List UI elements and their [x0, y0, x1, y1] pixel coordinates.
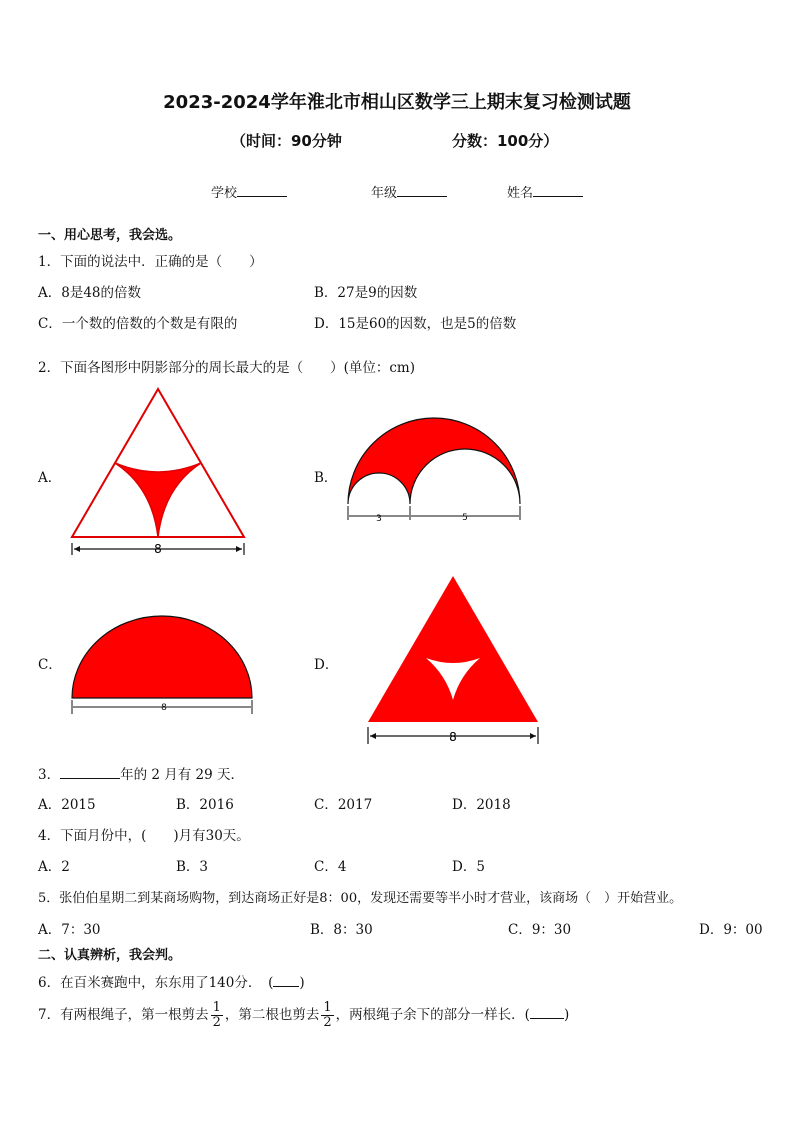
q2-option-b[interactable]: B．	[314, 470, 338, 486]
q6-text: 6．在百米赛跑中，东东用了140分． (	[38, 975, 274, 991]
q7-text-3: ，两根绳子余下的部分一样长．(	[335, 1007, 530, 1023]
q4-option-b[interactable]: B．3	[176, 859, 209, 875]
q7-close: )	[563, 1007, 570, 1023]
question-3	[38, 763, 244, 783]
grade-field	[371, 182, 447, 201]
q1-option-a[interactable]: A．8是48的倍数	[38, 285, 142, 301]
q5-option-d[interactable]: D．9：00	[699, 922, 763, 938]
figure-c-label: 8	[161, 703, 167, 713]
figure-d-triangle	[368, 576, 538, 722]
q3-option-c[interactable]: C．2017	[314, 797, 373, 813]
figure-b-shaded-region	[348, 418, 520, 504]
name-blank[interactable]	[533, 196, 583, 197]
section-2-heading: 二、认真辨析，我会判。	[38, 948, 182, 963]
exam-score: 分数：100分）	[452, 132, 559, 150]
name-field	[507, 182, 583, 201]
figure-c-shaded-region	[72, 616, 252, 698]
q7-text-1: 7．有两根绳子，第一根剪去	[38, 1007, 209, 1023]
question-1: 1．下面的说法中．正确的是（ ）	[38, 254, 263, 270]
q2-option-c[interactable]: C．	[38, 657, 62, 673]
q1-option-b[interactable]: B．27是9的因数	[314, 285, 418, 301]
q4-option-a[interactable]: A．2	[38, 859, 70, 875]
page-title: 2023-2024学年淮北市相山区数学三上期末复习检测试题	[163, 92, 631, 113]
q5-option-b[interactable]: B．8：30	[310, 922, 373, 938]
q4-option-c[interactable]: C．4	[314, 859, 347, 875]
q6-close: )	[299, 975, 305, 991]
figure-b	[340, 412, 530, 527]
figure-a	[60, 385, 260, 560]
section-1-heading: 一、用心思考，我会选。	[38, 228, 182, 243]
q3-number: 3．	[38, 767, 61, 783]
grade-label: 年级	[371, 186, 398, 201]
q7-fraction-1: $\frac{1}{2}$	[212, 1000, 221, 1030]
q5-option-c[interactable]: C．9：30	[508, 922, 572, 938]
q4-option-d[interactable]: D．5	[452, 859, 485, 875]
exam-time: （时间：90分钟	[231, 132, 342, 150]
figure-d-label: 8	[449, 730, 457, 744]
q3-option-a[interactable]: A．2015	[38, 797, 96, 813]
q7-fraction-2: $\frac{1}{2}$	[323, 1000, 332, 1030]
question-5: 5．张伯伯星期二到某商场购物，到达商场正好是8：00，发现还需要等半小时才营业，该商场（ ）开始营业。	[38, 891, 683, 906]
q5-option-a[interactable]: A．7：30	[38, 922, 101, 938]
figure-a-shaded-region	[115, 463, 201, 537]
q3-answer-blank[interactable]	[60, 778, 120, 779]
q1-option-c[interactable]: C．一个数的倍数的个数是有限的	[38, 316, 238, 332]
figure-b-label-left: 3	[376, 514, 382, 524]
figure-d	[360, 572, 550, 748]
question-6	[38, 971, 305, 991]
q7-text-2: ，第二根也剪去	[224, 1007, 320, 1023]
name-label: 姓名	[507, 186, 534, 201]
q6-answer-blank[interactable]	[273, 986, 299, 987]
figure-c	[62, 600, 262, 718]
q1-option-d[interactable]: D．15是60的因数，也是5的倍数	[314, 316, 517, 332]
question-2: 2．下面各图形中阴影部分的周长最大的是（ ）(单位：cm)	[38, 360, 415, 376]
question-7	[38, 1000, 569, 1030]
figure-b-label-right: 5	[462, 513, 468, 523]
q7-answer-blank[interactable]	[530, 1018, 564, 1019]
school-field	[211, 182, 287, 201]
figure-a-label: 8	[154, 542, 162, 556]
q2-option-a[interactable]: A．	[38, 470, 62, 486]
school-blank[interactable]	[237, 196, 287, 197]
school-label: 学校	[211, 186, 238, 201]
grade-blank[interactable]	[397, 196, 447, 197]
question-4: 4．下面月份中，( )月有30天。	[38, 828, 250, 844]
q3-option-b[interactable]: B．2016	[176, 797, 234, 813]
q3-option-d[interactable]: D．2018	[452, 797, 511, 813]
q3-text: 年的 2 月有 29 天．	[120, 767, 245, 783]
q2-option-d[interactable]: D．	[314, 657, 339, 673]
